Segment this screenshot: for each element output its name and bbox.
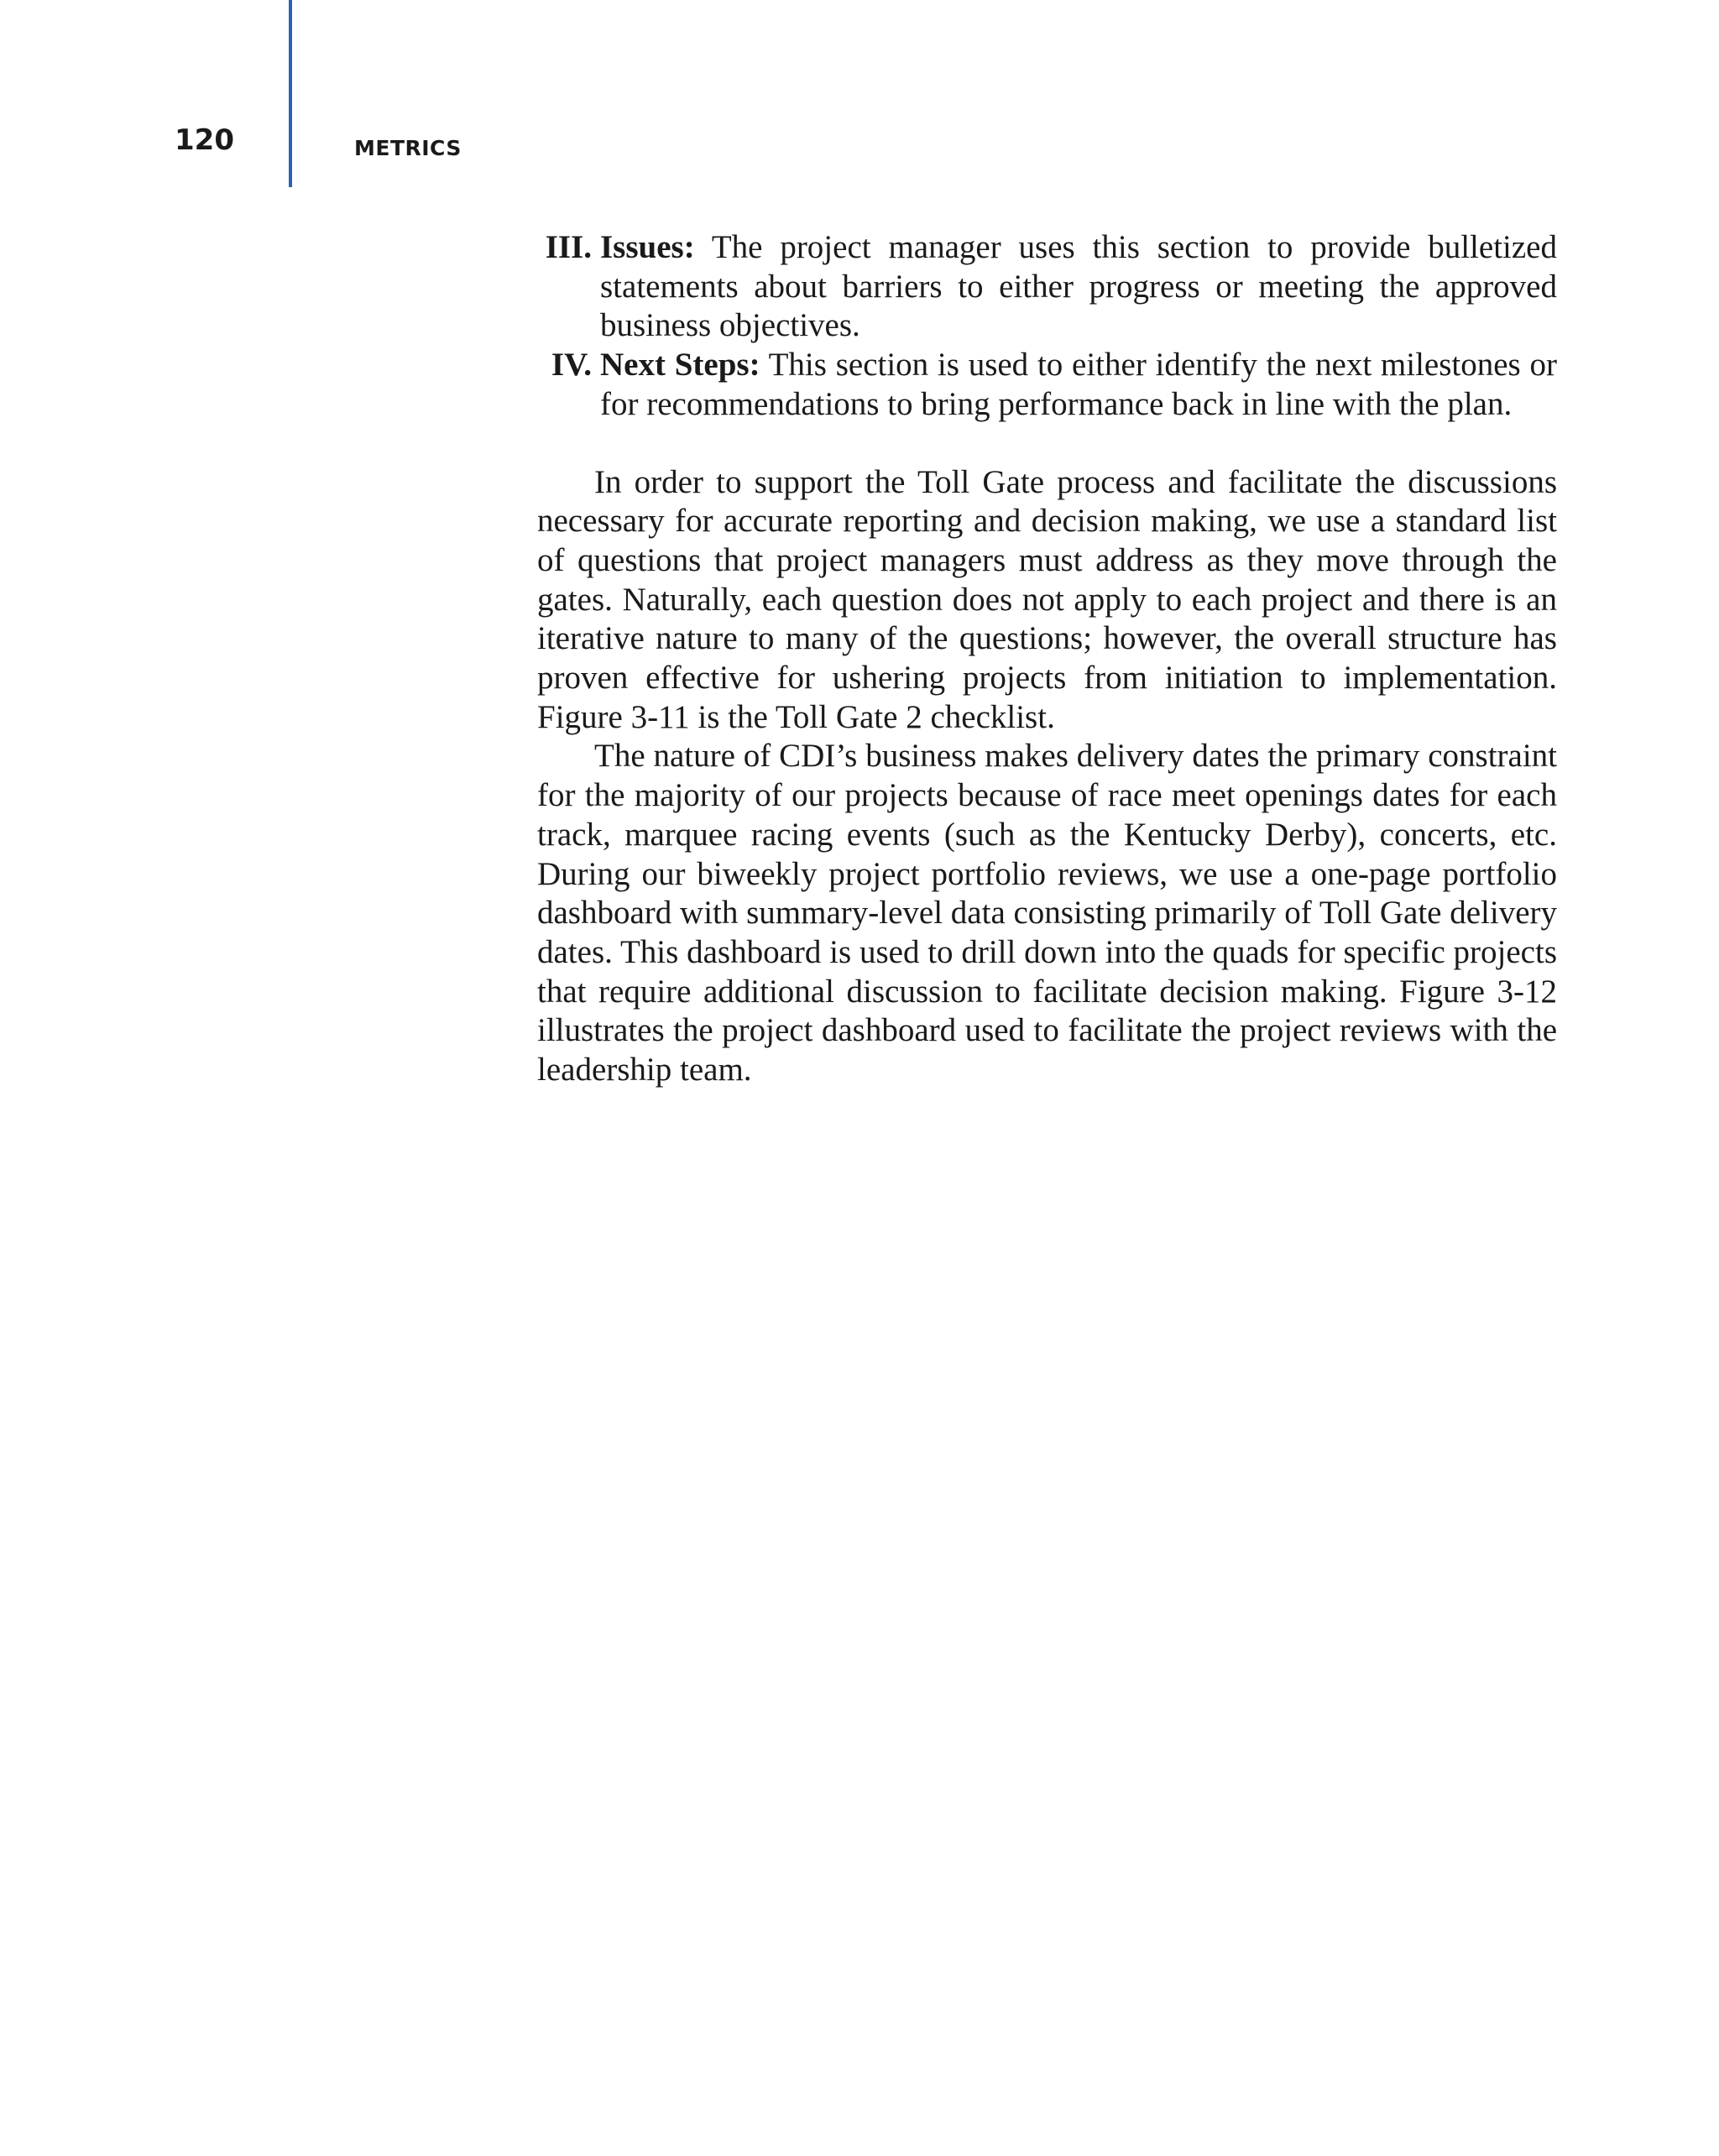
list-numeral: IV.	[551, 347, 592, 384]
list-item-issues	[537, 228, 1557, 346]
list-item-description: This section is used to either identify the next milestones or for recommendations to bring performance back in line with the plan.	[600, 347, 1557, 422]
list-numeral: III.	[545, 229, 592, 265]
body-text	[537, 228, 1557, 1090]
paragraph-cdi-business: The nature of CDI’s business makes delivery dates the primary constraint for the majority of our projects because of race meet openings dates for each track, marquee racing events (such as the Kentucky Derby), concerts, etc. During our biweekly project portfolio reviews, we use a one-page portfolio dashboard with summary-level data consisting primarily of Toll Gate delivery dates. This dashboard is used to drill down into the quads for specific projects that require additional discussion to facilitate decision making. Figure 3-12 illustrates the project dashboard used to facilitate the project reviews with the leadership team.	[537, 738, 1557, 1088]
list-item-next-steps	[537, 346, 1557, 424]
list-item-text	[600, 228, 1557, 346]
running-head: METRICS	[354, 136, 462, 160]
list-item-term: Next Steps:	[600, 347, 760, 384]
list-item-term: Issues:	[600, 229, 695, 265]
header-rule	[289, 0, 292, 187]
list-item-text	[600, 346, 1557, 424]
paragraph-toll-gate: In order to support the Toll Gate process and facilitate the discussions necessary for accurate reporting and decision making, we use a standard list of questions that project managers must address as they move through the gates. Naturally, each question does not apply to each project and there is an iterative nature to many of the questions; however, the overall structure has proven effective for ushering projects from initiation to implementation. Figure 3-11 is the Toll Gate 2 checklist.	[537, 463, 1557, 735]
page-number: 120	[175, 123, 234, 157]
list-item-description: The project manager uses this section to provide bulletized statements about barriers to either progress or meeting the approved business objectives.	[600, 229, 1557, 344]
